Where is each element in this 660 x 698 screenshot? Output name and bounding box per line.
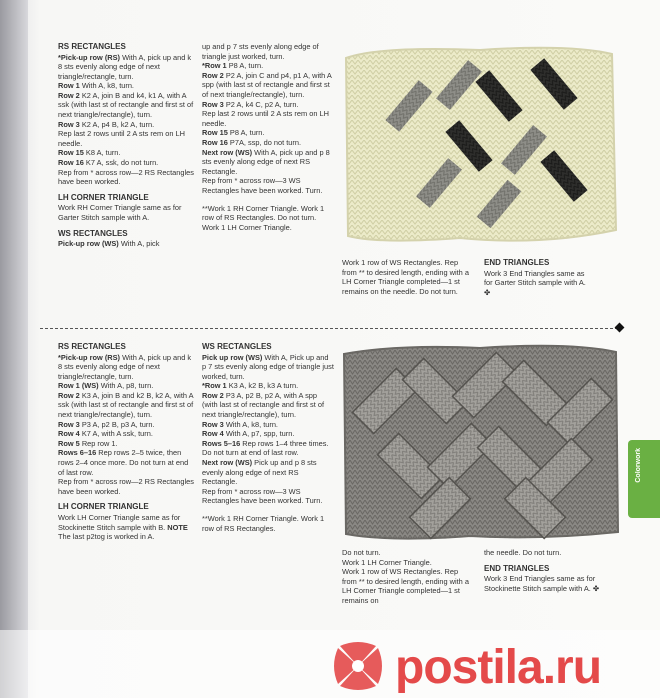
- top-instructions-column-3: [342, 258, 474, 296]
- instruction-label: *Row 1: [202, 381, 227, 391]
- instruction-text: K2 A, p4 B, k2 A, turn.: [79, 119, 155, 129]
- instruction-text: K2 A, join B and k4, k1 A, with A ssk (with last st of rectangle and first st of next triangle/rectangle), turn.: [58, 90, 194, 120]
- instruction-paragraph: [484, 574, 604, 593]
- instruction-text: Rep rows 2–5 twice, then rows 2–4 once more. Do not turn at end of last row.: [58, 448, 189, 477]
- instruction-label: NOTE: [167, 522, 188, 532]
- instruction-paragraph: [202, 42, 334, 61]
- section-heading: RS RECTANGLES: [58, 342, 126, 351]
- instruction-paragraph: [58, 439, 194, 449]
- instruction-text: With A, k8, turn.: [79, 81, 134, 91]
- instruction-text: Work 1 row of WS Rectangles. Rep from ** to desired length, ending with a LH Corner Triangle completed—1 st remains on the needle. Do not turn.: [342, 258, 469, 296]
- instruction-label: Row 2: [202, 390, 224, 400]
- instruction-paragraph: [58, 203, 194, 222]
- instruction-text: With A, p7, spp, turn.: [223, 429, 295, 439]
- instruction-paragraph: [58, 120, 194, 130]
- postila-logo-icon: [328, 636, 388, 696]
- bottom-instructions-column-1: [58, 342, 194, 542]
- instruction-label: Row 16: [202, 137, 228, 147]
- instruction-text: P7A, ssp, do not turn.: [227, 137, 302, 147]
- paragraph-spacer: [202, 506, 334, 514]
- instruction-paragraph: [342, 258, 474, 296]
- instruction-text: Work 3 End Triangles same as for Garter Stitch sample with A. ✤: [484, 268, 586, 297]
- top-instructions-column-4: [484, 258, 594, 297]
- section-tab-label: Colorwork: [635, 448, 642, 483]
- instruction-label: Pick-up row (WS): [58, 239, 119, 248]
- instruction-paragraph: [202, 429, 334, 439]
- instruction-paragraph: [58, 53, 194, 82]
- instruction-text: Work 3 End Triangles same as for Stockinette Stitch sample with A. ✤: [484, 574, 600, 593]
- instruction-paragraph: [202, 61, 334, 71]
- instruction-paragraph: [202, 420, 334, 430]
- instruction-text: Rep last 2 rows until 2 A sts rem on LH needle.: [202, 109, 329, 128]
- knit-swatch-light-entrelac: [340, 40, 622, 250]
- instruction-paragraph: [58, 158, 194, 168]
- instruction-text: Rep from * across row—3 WS Rectangles have been worked. Turn.: [202, 176, 323, 195]
- instruction-text: K8 A, turn.: [83, 148, 121, 158]
- instruction-text: P8 A, turn.: [226, 61, 264, 71]
- instruction-label: Row 15: [202, 128, 228, 138]
- instruction-text: K3 A, join B and k2 B, k2 A, with A ssk (with last st of rectangle and first st of next triangle/rectangle), turn.: [58, 390, 194, 420]
- instruction-paragraph: [202, 138, 334, 148]
- instruction-text: Work 1 row of WS Rectangles. Rep from ** to desired length, ending with a LH Corner Triangle completed—1 st remains on: [342, 567, 469, 605]
- instruction-text: Work LH Corner Triangle same as for Stockinette Stitch sample with B.: [58, 512, 181, 532]
- instruction-text: the needle. Do not turn.: [484, 548, 562, 557]
- instruction-paragraph: [202, 204, 334, 223]
- instruction-text: P2 A, k4 C, p2 A, turn.: [223, 99, 299, 109]
- instruction-text: Rep from * across row—2 RS Rectangles have been worked.: [58, 167, 194, 187]
- instruction-text: Work 1 LH Corner Triangle.: [202, 222, 292, 232]
- instruction-paragraph: [58, 381, 194, 391]
- instruction-label: Rows 6–16: [58, 448, 97, 458]
- instruction-label: Row 1: [58, 81, 80, 91]
- instruction-paragraph: [484, 269, 594, 298]
- section-heading: END TRIANGLES: [484, 258, 550, 267]
- instruction-text: Rep row 1.: [79, 438, 118, 448]
- instruction-text: K7 A, with A ssk, turn.: [79, 429, 153, 439]
- instruction-paragraph: [58, 513, 194, 542]
- instruction-paragraph: [202, 128, 334, 138]
- instruction-label: Row 2: [58, 390, 80, 400]
- instruction-text: With A, pick up and k 8 sts evenly along edge of next triangle/rectangle, turn.: [58, 52, 192, 81]
- bottom-instructions-column-2: [202, 342, 334, 533]
- instruction-label: Row 4: [202, 429, 224, 439]
- section-heading: LH CORNER TRIANGLE: [58, 192, 149, 202]
- instruction-label: Row 2: [58, 90, 80, 100]
- section-heading: WS RECTANGLES: [202, 342, 272, 351]
- instruction-text: Rep from * across row—3 WS Rectangles have been worked. Turn.: [202, 486, 323, 506]
- instruction-paragraph: [202, 391, 334, 420]
- instruction-paragraph: [58, 391, 194, 420]
- instruction-text: With A, pick up and k 8 sts evenly along edge of next triangle/rectangle, turn.: [58, 352, 192, 381]
- instruction-text: K7 A, ssk, do not turn.: [83, 158, 159, 168]
- section-heading: END TRIANGLES: [484, 563, 550, 573]
- instruction-label: Row 3: [202, 99, 224, 109]
- instruction-paragraph: [58, 81, 194, 91]
- instruction-text: Rep from * across row—2 RS Rectangles have been worked.: [58, 477, 194, 496]
- instruction-paragraph: [202, 148, 334, 177]
- instruction-label: Row 4: [58, 429, 80, 439]
- instruction-text: **Work 1 RH Corner Triangle. Work 1 row of RS Rectangles.: [202, 514, 325, 533]
- instruction-paragraph: [58, 420, 194, 430]
- instruction-text: P2 A, join C and p4, p1 A, with A spp (with last st of rectangle and first st of next triangle/rectangle), turn.: [202, 70, 332, 99]
- instruction-label: Row 15: [58, 148, 84, 158]
- watermark-text: postila.ru: [395, 641, 602, 694]
- bottom-instructions-column-3: [342, 548, 474, 606]
- instruction-paragraph: [484, 548, 604, 558]
- instruction-text: Rep rows 1–4 three times. Do not turn at end of last row.: [202, 438, 329, 458]
- instruction-text: With A, Pick up and p 7 sts evenly along edge of triangle just worked, turn.: [202, 352, 334, 381]
- section-heading: RS RECTANGLES: [58, 42, 126, 51]
- instruction-paragraph: [202, 223, 334, 233]
- section-tab[interactable]: [628, 440, 660, 518]
- instruction-paragraph: [58, 148, 194, 158]
- instruction-label: Row 3: [202, 419, 224, 429]
- section-divider: [40, 328, 618, 329]
- instruction-text: The last p2tog is worked in A.: [58, 532, 155, 542]
- top-instructions-column-2: [202, 42, 334, 232]
- bottom-instructions-column-4: [484, 548, 604, 593]
- instruction-paragraph: [58, 477, 194, 496]
- instruction-label: Row 3: [58, 119, 80, 129]
- instruction-paragraph: [58, 129, 194, 148]
- instruction-text: With A, k8, turn.: [223, 419, 278, 429]
- instruction-label: Next row (WS): [202, 458, 253, 468]
- instruction-paragraph: [58, 448, 194, 477]
- instruction-paragraph: [58, 239, 194, 249]
- instruction-label: Rows 5–16: [202, 438, 241, 448]
- instruction-text: P3 A, p2 B, p2 A, with A spp (with last st of rectangle and first st of next triangle/rectangle), turn.: [202, 390, 324, 420]
- instruction-label: *Pick-up row (RS): [58, 352, 121, 362]
- instruction-text: Work 1 LH Corner Triangle.: [342, 557, 432, 567]
- instruction-paragraph: [202, 71, 334, 100]
- instruction-text: K3 A, k2 B, k3 A turn.: [226, 381, 299, 391]
- instruction-label: Row 16: [58, 158, 84, 168]
- instruction-paragraph: [58, 91, 194, 120]
- top-instructions-column-1: [58, 42, 194, 249]
- paragraph-spacer: [202, 196, 334, 204]
- instruction-paragraph: [202, 487, 334, 506]
- instruction-text: With A, pick: [118, 239, 160, 248]
- book-gutter: [0, 0, 28, 698]
- instruction-paragraph: [342, 567, 474, 605]
- section-heading: LH CORNER TRIANGLE: [58, 502, 149, 512]
- instruction-paragraph: [202, 458, 334, 487]
- instruction-paragraph: [202, 109, 334, 128]
- instruction-paragraph: [202, 514, 334, 533]
- swatch-light-image: [340, 40, 622, 250]
- instruction-text: Work RH Corner Triangle same as for Garter Stitch sample with A.: [58, 203, 182, 222]
- instruction-label: Row 3: [58, 419, 80, 429]
- instruction-text: With A, pick up and p 8 sts evenly along edge of next RS Rectangle.: [202, 147, 330, 176]
- knit-swatch-gray-entrelac: [340, 340, 622, 542]
- instruction-paragraph: [202, 353, 334, 382]
- instruction-label: Row 5: [58, 438, 80, 448]
- instruction-paragraph: [202, 439, 334, 458]
- instruction-paragraph: [58, 353, 194, 382]
- instruction-label: Row 2: [202, 70, 224, 80]
- instruction-paragraph: [342, 558, 474, 568]
- instruction-paragraph: [58, 429, 194, 439]
- instruction-paragraph: [58, 168, 194, 187]
- section-heading: WS RECTANGLES: [58, 228, 128, 238]
- swatch-gray-image: [340, 340, 622, 542]
- instruction-text: P8 A, turn.: [227, 128, 265, 138]
- instruction-label: *Pick-up row (RS): [58, 52, 121, 62]
- instruction-text: Do not turn.: [342, 548, 381, 557]
- instruction-paragraph: [202, 100, 334, 110]
- instruction-text: Rep last 2 rows until 2 A sts rem on LH needle.: [58, 129, 185, 148]
- instruction-text: up and p 7 sts evenly along edge of triangle just worked, turn.: [202, 42, 319, 61]
- instruction-text: Pick up and p 8 sts evenly along edge of next RS Rectangle.: [202, 458, 317, 487]
- instruction-text: **Work 1 RH Corner Triangle. Work 1 row of RS Rectangles. Do not turn.: [202, 203, 325, 223]
- instruction-paragraph: [202, 176, 334, 195]
- instruction-label: *Row 1: [202, 61, 227, 71]
- instruction-label: Next row (WS): [202, 147, 253, 157]
- instruction-text: P3 A, p2 B, p3 A, turn.: [79, 419, 155, 429]
- instruction-paragraph: [342, 548, 474, 558]
- instruction-text: With A, p8, turn.: [98, 381, 154, 391]
- instruction-label: Pick up row (WS): [202, 352, 263, 362]
- instruction-label: Row 1 (WS): [58, 381, 99, 391]
- instruction-paragraph: [202, 381, 334, 391]
